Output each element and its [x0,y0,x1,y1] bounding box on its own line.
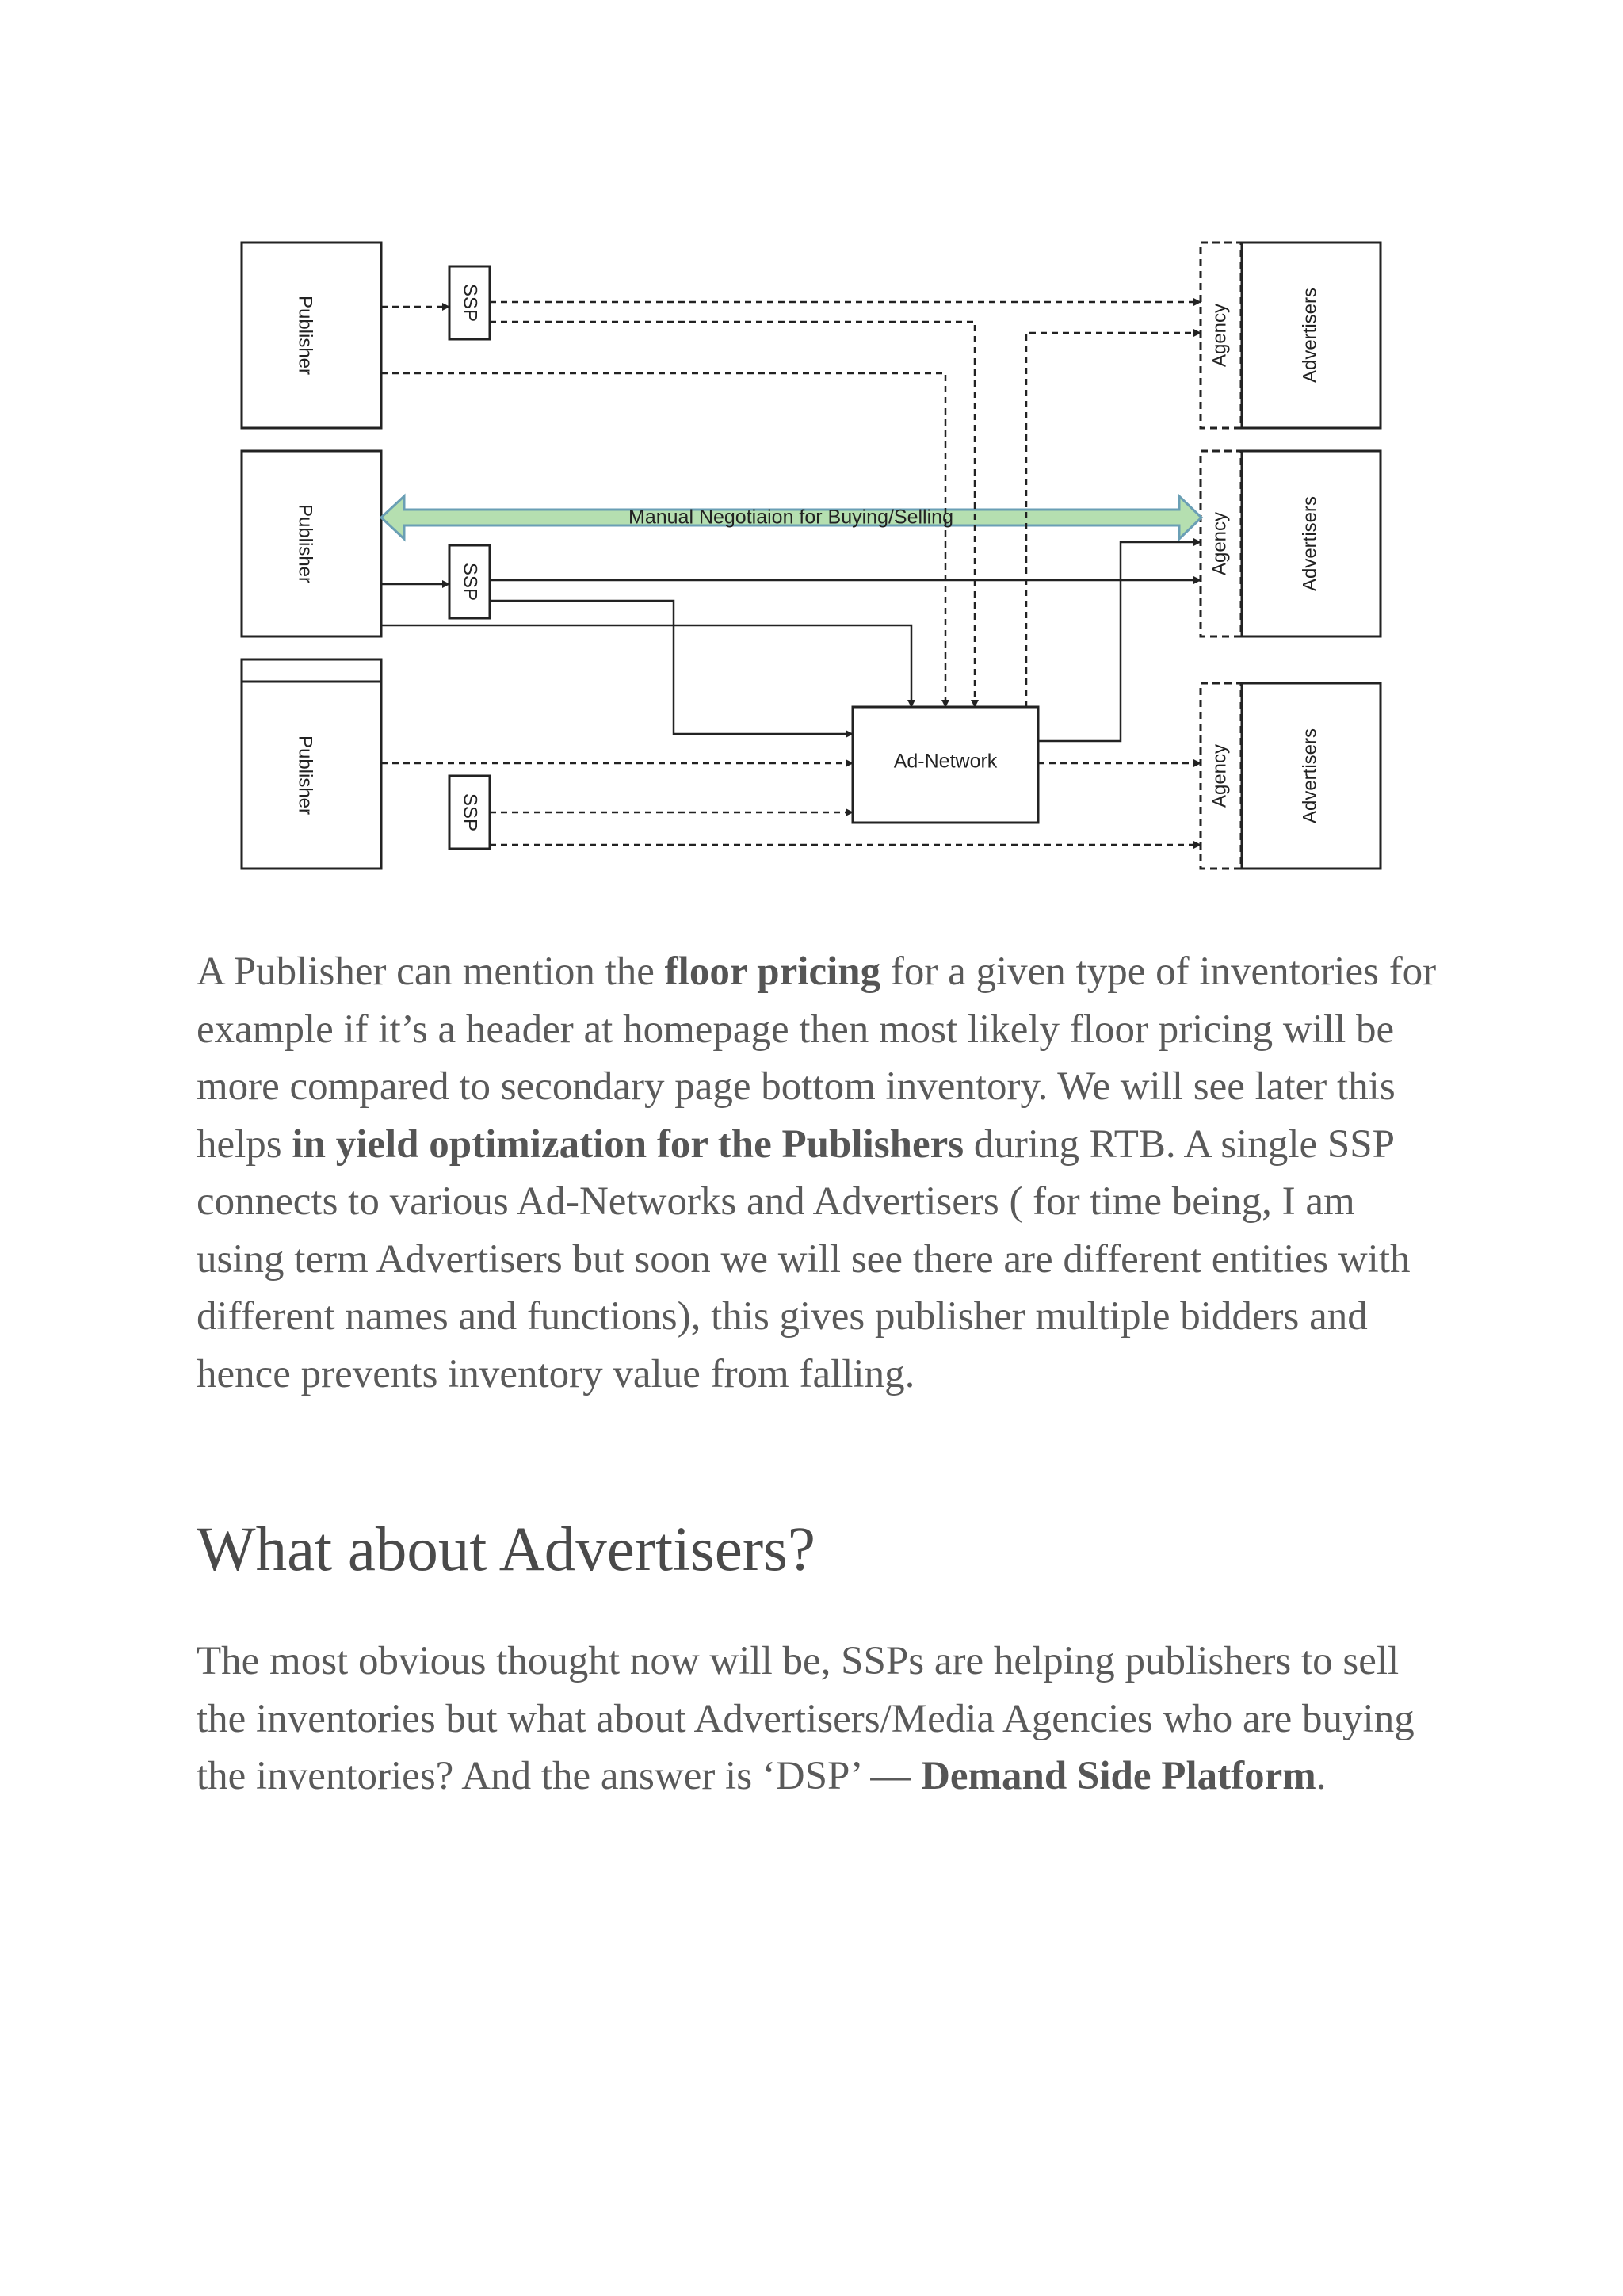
advertisers-label-1: Advertisers [1299,287,1321,384]
publisher-label-2: Publisher [294,503,316,584]
solid-connections [381,542,1201,741]
agency-label-3: Agency [1209,743,1231,808]
ssp-label-1: SSP [459,283,481,323]
ssp-label-2: SSP [459,562,481,602]
advertisers-label-3: Advertisers [1299,728,1321,824]
paragraph-floor-pricing [197,943,1449,1403]
para1-text-3: during RTB. A single SSP connects to various Ad-Networks and Advertisers ( for time being, I am using term Advertisers but soon we will see there are different entities with different names and functions), this gives publisher multiple bidders and hence prevents inventory value from falling. [197,1121,1411,1396]
adnetwork-to-agency2 [1038,542,1201,741]
publisher-label-1: Publisher [294,295,316,376]
publisher-label-3: Publisher [294,735,316,816]
pub1-to-adnetwork [381,373,945,707]
adnetwork-label: Ad-Network [893,750,998,773]
dashed-connections [381,302,1201,845]
section-heading: What about Advertisers? [197,1515,815,1584]
paragraph-dsp [197,1633,1449,1805]
para1-text-2: for a given type of inventories for example if it’s a header at homepage then most likely floor pricing will be more compared to secondary page bottom inventory. We will see later this helps [197,949,1437,1167]
para2-text-2: . [1316,1754,1327,1798]
agency-label-1: Agency [1209,303,1231,368]
ssp-label-3: SSP [459,793,481,832]
pub2-to-adnetwork [381,625,911,707]
advertisers-label-2: Advertisers [1299,495,1321,592]
agency-label-2: Agency [1209,511,1231,576]
para1-text-1: A Publisher can mention the [197,949,665,994]
para1-bold-floor-pricing: floor pricing [664,949,881,994]
ad-ecosystem-diagram [0,0,1623,896]
ssp2-to-adnetwork [490,601,853,734]
para2-bold-demand-side-platform: Demand Side Platform [921,1754,1316,1798]
para1-bold-yield-optimization: in yield optimization for the Publishers [292,1121,964,1167]
negotiation-label: Manual Negotiaion for Buying/Selling [628,506,953,529]
para2-text-1: The most obvious thought now will be, SSPs are helping publishers to sell the inventories but what about Advertisers/Media Agencies who are buying the inventories? And the answer is ‘DSP’ — [197,1639,1415,1798]
